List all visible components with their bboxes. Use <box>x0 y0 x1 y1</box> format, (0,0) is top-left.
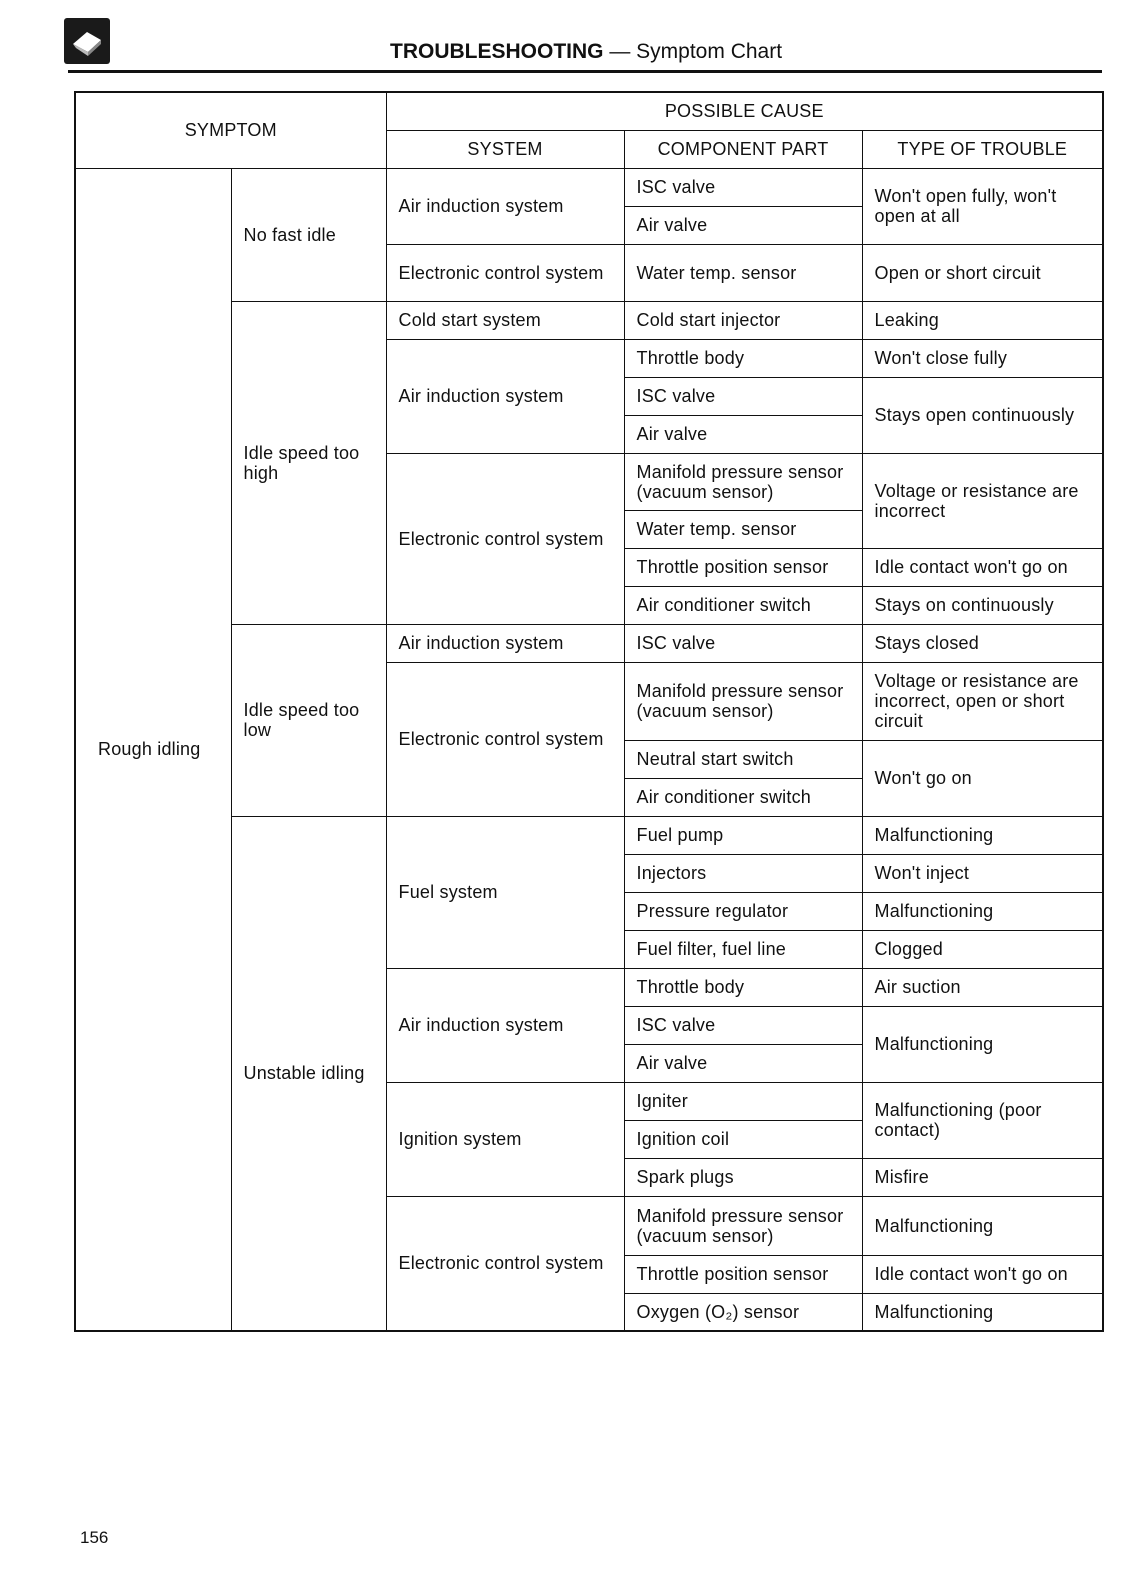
table-row <box>75 168 1103 206</box>
system-cell: Cold start system <box>386 301 624 339</box>
trouble-cell: Malfunctioning <box>862 816 1103 854</box>
component-cell: Air conditioner switch <box>624 586 862 624</box>
system-cell: Electronic control system <box>386 244 624 301</box>
symptom-chart-table <box>74 91 1104 1332</box>
trouble-cell: Idle contact won't go on <box>862 548 1103 586</box>
component-cell: Throttle body <box>624 339 862 377</box>
component-cell: Fuel pump <box>624 816 862 854</box>
component-cell: Spark plugs <box>624 1158 862 1196</box>
trouble-cell: Leaking <box>862 301 1103 339</box>
manual-section-icon <box>64 18 110 64</box>
header-system: SYSTEM <box>386 130 624 168</box>
component-cell: Air conditioner switch <box>624 778 862 816</box>
symptom-cell: Rough idling <box>75 168 231 1331</box>
header-symptom: SYMPTOM <box>75 92 386 168</box>
component-cell: ISC valve <box>624 1006 862 1044</box>
component-cell: Injectors <box>624 854 862 892</box>
trouble-cell: Malfunctioning <box>862 1293 1103 1331</box>
trouble-cell: Won't go on <box>862 740 1103 816</box>
trouble-cell: Stays open continuously <box>862 377 1103 453</box>
system-cell: Electronic control system <box>386 1196 624 1331</box>
sub-symptom-cell: Idle speed too high <box>231 301 386 624</box>
component-cell: Water temp. sensor <box>624 510 862 548</box>
component-cell: Manifold pressure sensor (vacuum sensor) <box>624 662 862 740</box>
component-cell: Water temp. sensor <box>624 244 862 301</box>
title-bold: TROUBLESHOOTING <box>390 40 604 63</box>
component-cell: Neutral start switch <box>624 740 862 778</box>
component-cell: Pressure regulator <box>624 892 862 930</box>
trouble-cell: Won't close fully <box>862 339 1103 377</box>
component-cell: ISC valve <box>624 377 862 415</box>
page-title <box>390 40 782 64</box>
system-cell: Fuel system <box>386 816 624 968</box>
trouble-cell: Air suction <box>862 968 1103 1006</box>
sub-symptom-cell: Unstable idling <box>231 816 386 1331</box>
component-cell: Throttle body <box>624 968 862 1006</box>
component-cell: Igniter <box>624 1082 862 1120</box>
system-cell: Air induction system <box>386 624 624 662</box>
page-number: 156 <box>80 1528 109 1547</box>
system-cell: Air induction system <box>386 339 624 453</box>
header-component-part: COMPONENT PART <box>624 130 862 168</box>
component-cell: Air valve <box>624 1044 862 1082</box>
component-cell: Throttle position sensor <box>624 1255 862 1293</box>
system-cell: Electronic control system <box>386 662 624 816</box>
title-rest: — Symptom Chart <box>603 40 783 63</box>
trouble-cell: Malfunctioning <box>862 892 1103 930</box>
component-cell: Manifold pressure sensor (vacuum sensor) <box>624 1196 862 1255</box>
system-cell: Air induction system <box>386 968 624 1082</box>
trouble-cell: Idle contact won't go on <box>862 1255 1103 1293</box>
trouble-cell: Clogged <box>862 930 1103 968</box>
system-cell: Ignition system <box>386 1082 624 1196</box>
component-cell: ISC valve <box>624 624 862 662</box>
trouble-cell: Malfunctioning (poor contact) <box>862 1082 1103 1158</box>
header-possible-cause: POSSIBLE CAUSE <box>386 92 1103 130</box>
component-cell: ISC valve <box>624 168 862 206</box>
trouble-cell: Stays on continuously <box>862 586 1103 624</box>
component-cell: Oxygen (O₂) sensor <box>624 1293 862 1331</box>
trouble-cell: Misfire <box>862 1158 1103 1196</box>
trouble-cell: Open or short circuit <box>862 244 1103 301</box>
trouble-cell: Stays closed <box>862 624 1103 662</box>
trouble-cell: Malfunctioning <box>862 1006 1103 1082</box>
component-cell: Air valve <box>624 206 862 244</box>
trouble-cell: Voltage or resistance are incorrect, open or short circuit <box>862 662 1103 740</box>
header-type-of-trouble: TYPE OF TROUBLE <box>862 130 1103 168</box>
trouble-cell: Malfunctioning <box>862 1196 1103 1255</box>
header-row-1 <box>75 92 1103 130</box>
component-cell: Ignition coil <box>624 1120 862 1158</box>
trouble-cell: Won't inject <box>862 854 1103 892</box>
component-cell: Throttle position sensor <box>624 548 862 586</box>
sub-symptom-cell: Idle speed too low <box>231 624 386 816</box>
system-cell: Electronic control system <box>386 453 624 624</box>
sub-symptom-cell: No fast idle <box>231 168 386 301</box>
trouble-cell: Voltage or resistance are incorrect <box>862 453 1103 548</box>
component-cell: Air valve <box>624 415 862 453</box>
component-cell: Fuel filter, fuel line <box>624 930 862 968</box>
system-cell: Air induction system <box>386 168 624 244</box>
header-rule <box>68 70 1102 73</box>
component-cell: Cold start injector <box>624 301 862 339</box>
component-cell: Manifold pressure sensor (vacuum sensor) <box>624 453 862 510</box>
trouble-cell: Won't open fully, won't open at all <box>862 168 1103 244</box>
